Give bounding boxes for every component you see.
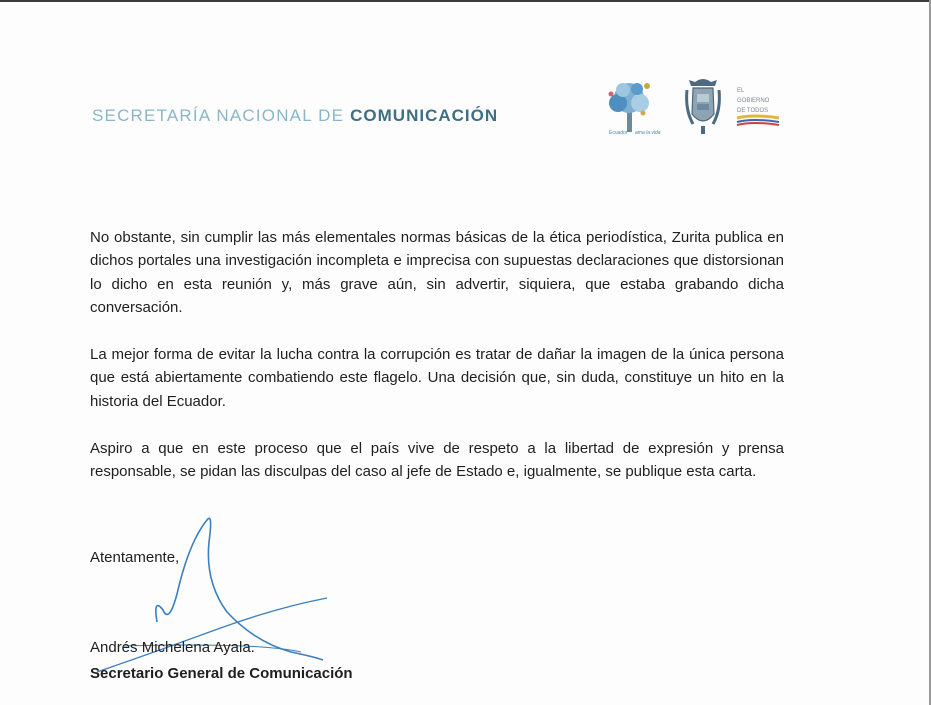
- paragraph-2: La mejor forma de evitar la lucha contra la corrupción es tratar de dañar la imagen de la única persona que está abiertamente combatiendo este flagelo. Una decisión que, sin duda, constituye un hito en la historia del Ecuador.: [90, 346, 784, 410]
- paragraph-1: No obstante, sin cumplir las más elementales normas básicas de la ética periodística, Zurita publica en dichos portales una investigación incompleta e imprecisa con supuestas declaraciones que distorsionan lo dicho en esta reunión y, más grave aún, sin advertir, siquiera, que estaba grabando dicha conversación.: [90, 229, 784, 316]
- signer-title: Secretario General de Comunicación: [90, 665, 353, 682]
- closing: Atentamente,: [90, 549, 180, 566]
- letterhead-emphasis: COMUNICACIÓN: [350, 106, 499, 125]
- svg-text:EL: EL: [737, 88, 745, 94]
- tree-logo-icon: [609, 83, 661, 136]
- signature: [95, 512, 355, 682]
- letter-body: [90, 226, 784, 508]
- letterhead-prefix: SECRETARÍA NACIONAL DE: [92, 106, 345, 125]
- logo-group: [603, 76, 813, 140]
- svg-text:Ecuador: Ecuador: [609, 130, 628, 136]
- svg-text:ama la vida: ama la vida: [635, 130, 661, 136]
- top-border: [0, 0, 931, 2]
- signer-name: Andrés Michelena Ayala.: [90, 639, 255, 656]
- paragraph-3: Aspiro a que en este proceso que el país vive de respeto a la libertad de expresión y prensa responsable, se pidan las disculpas del caso al jefe de Estado e, igualmente, se publique esta carta.: [90, 440, 784, 481]
- svg-text:DE TODOS: DE TODOS: [737, 108, 769, 114]
- government-logo-text: [737, 88, 779, 125]
- svg-text:GOBIERNO: GOBIERNO: [737, 98, 770, 104]
- letterhead: [92, 106, 498, 126]
- coat-of-arms-icon: [687, 79, 720, 134]
